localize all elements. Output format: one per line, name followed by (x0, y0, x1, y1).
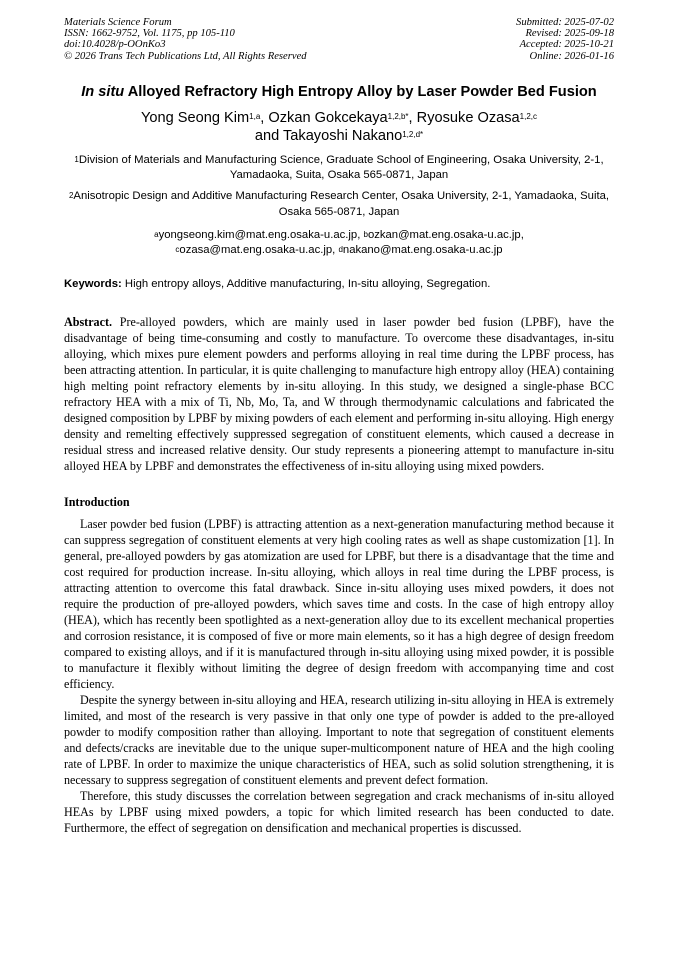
journal-doi: doi:10.4028/p-OOnKo3 (64, 39, 166, 51)
keywords-label: Keywords: (64, 277, 122, 290)
author-separator: , (408, 109, 417, 126)
affiliation-text: Division of Materials and Manufacturing Science, Graduate School of Engineering, Osaka University, 2-1, Yamadaoka, Suita, Osaka 565-0871, Japan (78, 153, 604, 182)
keywords-text: High entropy alloys, Additive manufacturing, In-situ alloying, Segregation. (121, 277, 491, 290)
paper-title (64, 83, 614, 101)
author-name: Yong Seong Kim (140, 109, 250, 126)
author-name: Ryosuke Ozasa (416, 109, 520, 126)
author-name: and Takayoshi Nakano (254, 127, 403, 144)
email-mark: b (363, 230, 368, 239)
email-address: yongseong.kim@mat.eng.osaka-u.ac.jp, (158, 229, 364, 241)
body-paragraph: Despite the synergy between in-situ alloying and HEA, research utilizing in-situ alloying in HEA is extremely limited, and most of the research is very passive in that only one type of powder is added to the pre-alloyed powder to modify composition rather than alloying. Important to note that segregation of constituent elements and defects/cracks are inevitable due to the unique super-multicomponent nature of HEA and the high cooling rate of LPBF. In order to maximize the unique characteristics of HEA, such as solid solution strengthening, it is necessary to suppress segregation of constituent elements and prevent defect formation. (64, 693, 614, 788)
journal-header (64, 17, 614, 62)
author-affiliation-mark: 1,2,b* (387, 111, 409, 121)
affiliation-mark: 2 (68, 191, 74, 201)
email-mark: c (175, 245, 180, 255)
title-italic: In situ (81, 83, 125, 100)
affiliation-text: Anisotropic Design and Additive Manufacturing Research Center, Osaka University, 2-1, Yamadaoka, Suita, Osaka 565-0871, Japan (73, 190, 610, 218)
email-address: ozkan@mat.eng.osaka-u.ac.jp, (367, 229, 524, 241)
affiliation-mark: 1 (74, 154, 79, 164)
abstract-label: Abstract. (64, 314, 113, 329)
author-affiliation-mark: 1,2,c (519, 111, 538, 121)
email-mark: a (154, 230, 159, 239)
abstract-text: Pre-alloyed powders, which are mainly used in laser powder bed fusion (LPBF), have the disadvantage of being time-consuming and costly to manufacture. To overcome these disadvantages, in-situ alloying, which mixes pure element powders and performs alloying in real time during the LPBF process, has been attracting attention. In particular, it is quite challenging to manufacture high entropy alloy (HEA) containing high melting point refractory elements by in-situ alloying. In this study, we designed a single-phase BCC refractory HEA with a mix of Ti, Nb, Mo, Ta, and W through thermodynamic calculations and fabricated the designed composition by LPBF by mixing powders of each element and performing in-situ alloying. High energy density and remelting effectively suppressed segregation of constituent elements, which caused a decrease in residual stress and increased relative density. Our study represents a pioneering attempt to manufacture in-situ alloyed HEA by LPBF and demonstrates the effectiveness of in-situ alloying using mixed powders. (64, 314, 614, 474)
email-address: nakano@mat.eng.osaka-u.ac.jp (342, 244, 503, 257)
journal-info (64, 17, 307, 62)
publication-dates (516, 17, 614, 62)
author-emails (64, 228, 614, 259)
keywords (64, 277, 614, 292)
date-submitted: Submitted: 2025-07-02 (516, 17, 614, 28)
email-mark: d (338, 245, 343, 255)
author-list (64, 109, 614, 145)
abstract (64, 314, 614, 475)
journal-name: Materials Science Forum (64, 17, 172, 28)
email-address: ozasa@mat.eng.osaka-u.ac.jp, (179, 244, 339, 257)
journal-copyright: © 2026 Trans Tech Publications Ltd, All Rights Reserved (64, 50, 307, 62)
author-affiliation-mark: 1,2,d* (402, 129, 424, 139)
body-paragraph: Laser powder bed fusion (LPBF) is attracting attention as a next-generation manufacturing method because it can suppress segregation of constituent elements at very high cooling rates as well as shape customization [1]. In general, pre-alloyed powders by gas atomization are used for LPBF, but there is a disadvantage that the time and cost required for production increase. In-situ alloying, which alloys in real time during the LPBF process, is attracting attention to overcome this fatal drawback. Since in-situ alloying uses mixed powders, it does not require the production of pre-alloyed powders, which saves time and costs. In the case of high entropy alloy (HEA), which has recently been spotlighted as a next-generation alloy due to its excellent mechanical properties and corrosion resistance, it is composed of five or more main elements, so it has a high degree of design freedom compared to existing alloys, and if it is manufactured through in-situ alloying using mixed powder, it is possible to manufacture it flexibly without limiting the degree of design freedom with accompanying time and cost efficiency. (64, 516, 614, 691)
body-paragraph: Therefore, this study discusses the correlation between segregation and crack mechanisms of in-situ alloyed HEAs by LPBF using mixed powders, a topic for which limited research has been conducted to date. Furthermore, the effect of segregation on densification and mechanical properties is discussed. (64, 789, 614, 836)
section-heading-introduction: Introduction (64, 494, 130, 509)
date-accepted: Accepted: 2025-10-21 (519, 39, 614, 51)
author-separator: , (260, 109, 269, 126)
date-revised: Revised: 2025-09-18 (525, 28, 614, 40)
date-online: Online: 2026-01-16 (529, 50, 614, 62)
journal-issn: ISSN: 1662-9752, Vol. 1175, pp 105-110 (64, 28, 235, 40)
affiliation-1 (64, 153, 614, 184)
title-rest: Alloyed Refractory High Entropy Alloy by Laser Powder Bed Fusion (124, 83, 597, 100)
author-name: Ozkan Gokcekaya (268, 109, 388, 126)
author-affiliation-mark: 1,a (249, 111, 261, 121)
affiliation-2 (64, 189, 614, 220)
